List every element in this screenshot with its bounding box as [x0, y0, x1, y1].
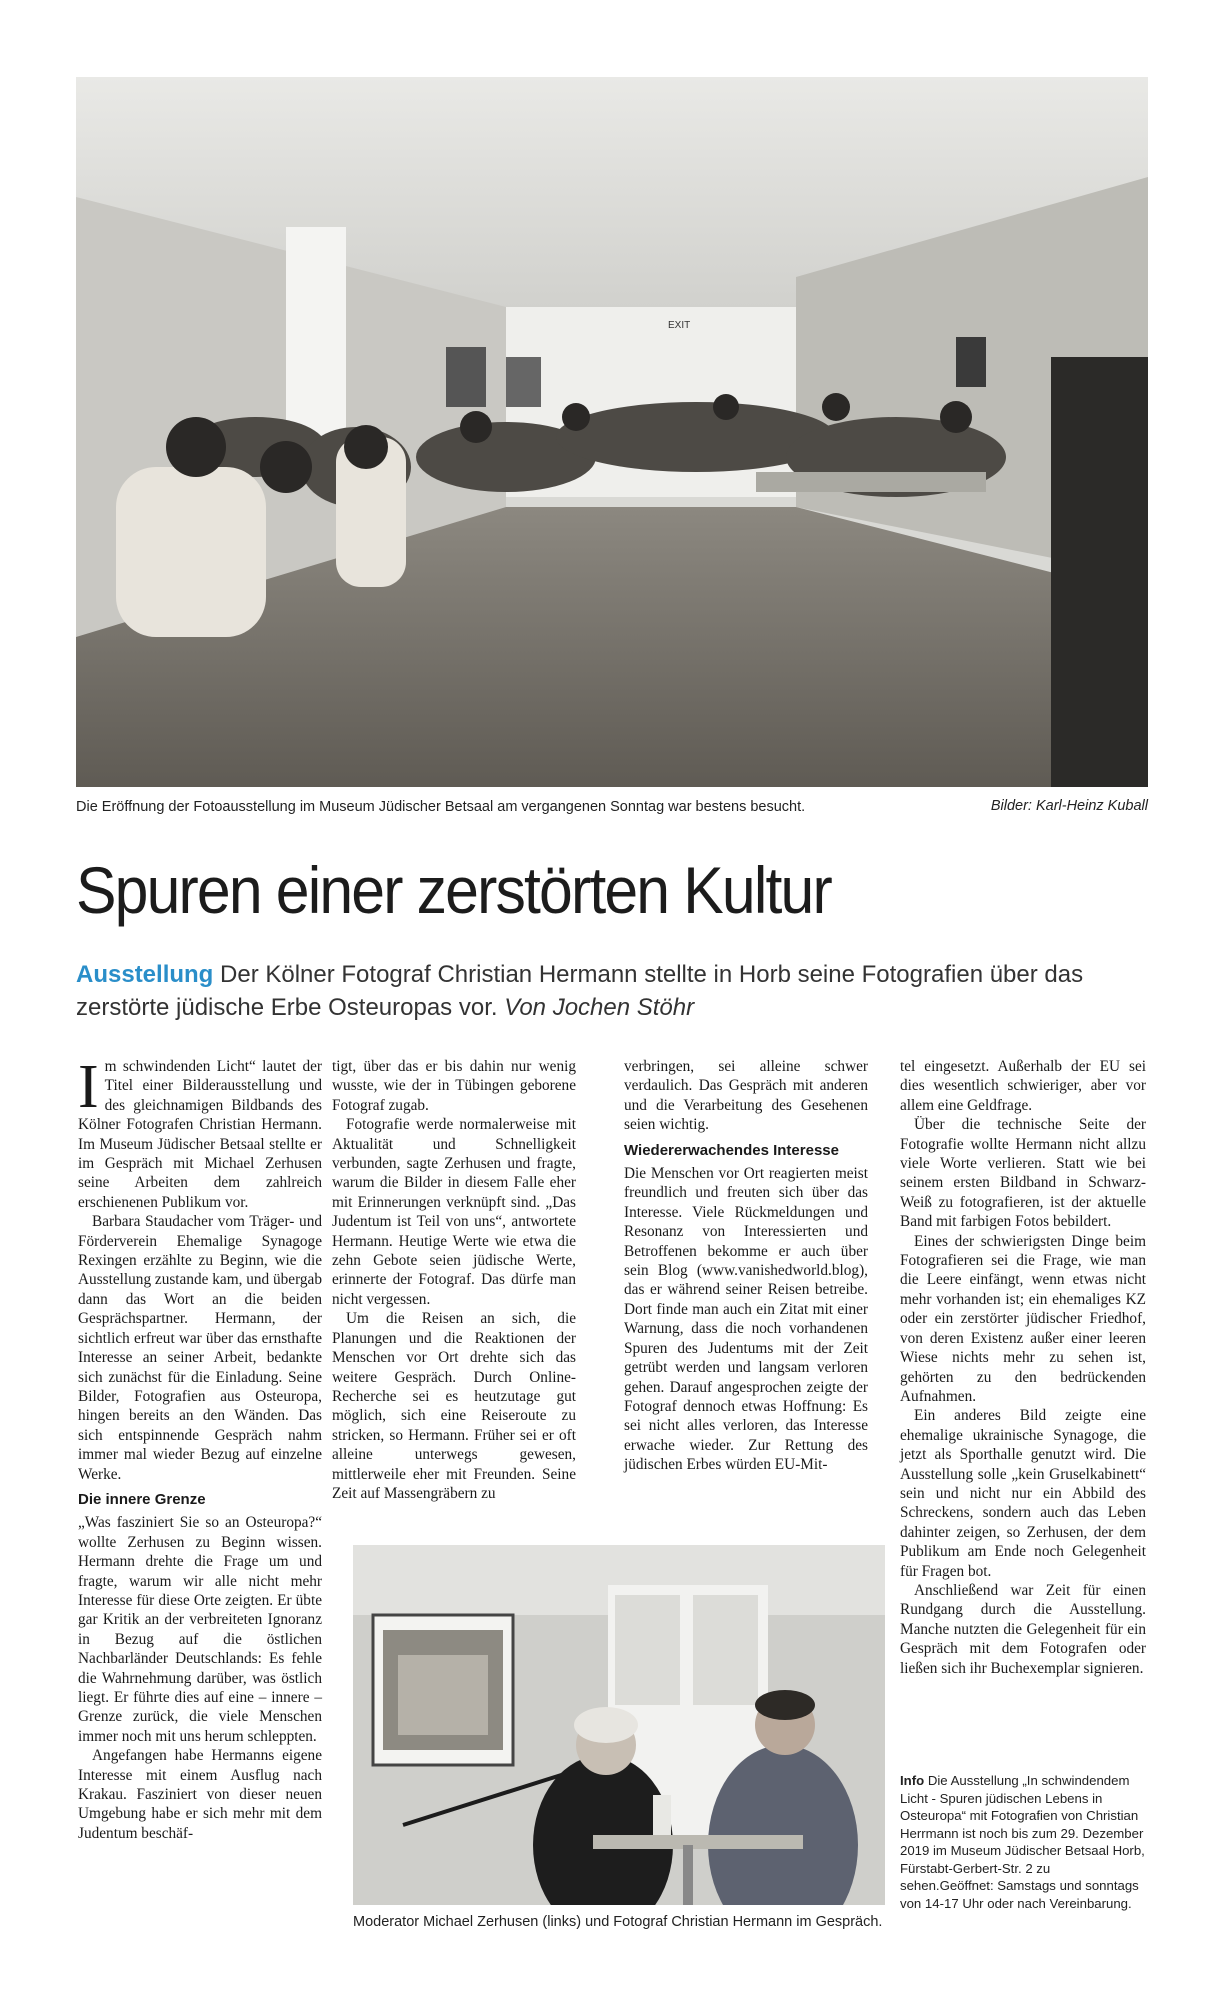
paragraph: m schwindenden Licht“ lautet der Titel einer Bilderausstellung und des gleichnamigen Bildbands des Kölner Fotografen Christian Hermann. Im Museum Jüdischer Betsaal stellte er im Gespräch mit Michael Zerhusen seine Arbeiten dem zahlreich erschienenen Publikum vor. — [78, 1058, 322, 1211]
bottom-photo-caption: Moderator Michael Zerhusen (links) und Fotograf Christian Hermann im Gespräch. — [353, 1914, 883, 1930]
exhibition-audience-photo — [76, 77, 1148, 787]
deck-author: Von Jochen Stöhr — [504, 994, 695, 1021]
paragraph: Um die Reisen an sich, die Planungen und die Reaktionen der Menschen vor Ort drehte sich das weitere Gespräch. Durch Online-Recherche sei es heutzutage gut möglich, sich eine Reiseroute zu stricken, so Hermann. Früher sei er oft alleine unterwegs gewesen, mittlerweile eher mit Freunden. Seine Zeit auf Massengräbern zu — [332, 1310, 576, 1502]
top-photo — [76, 77, 1148, 787]
subheading: Wiedererwachendes Interesse — [624, 1141, 839, 1159]
article-column-3 — [624, 1057, 868, 1475]
subheading: Die innere Grenze — [78, 1490, 206, 1508]
info-text: Die Ausstellung „In schwindendem Licht - Spuren jüdischen Lebens in Osteuropa“ mit Fotografien von Christian Herrmann ist noch bis zum 29. Dezember 2019 im Museum Jüdischer Betsaal Horb, Fürstabt-Gerbert-Str. 2 zu sehen.Geöffnet: Samstags und sonntags von 14-17 Uhr oder nach Vereinbarung. — [900, 1773, 1145, 1911]
bottom-photo — [353, 1545, 885, 1905]
deck-text: Der Kölner Fotograf Christian Hermann stellte in Horb seine Fotografien über das zerstörte jüdische Erbe Osteuropas vor. — [76, 961, 1084, 1021]
speakers-photo — [353, 1545, 885, 1905]
paragraph: „Was fasziniert Sie so an Osteuropa?“ wollte Zerhusen zu Beginn wissen. Hermann drehte die Frage um und fragte, warum wir alle nicht mehr Interesse für diese Orte zeigten. Er übte gar Kritik an der verbreiteten Ignoranz in Bezug auf die östlichen Nachbarländer Deutschlands: Es fehle die Wahrnehmung darüber, was östlich liegt. Er führte dies auf eine – innere – Grenze zurück, die viele Menschen immer noch mit uns herum schleppten. — [78, 1514, 322, 1745]
headline: Spuren einer zerstörten Kultur — [76, 853, 831, 927]
paragraph: Ein anderes Bild zeigte eine ehemalige ukrainische Synagoge, die jetzt als Sporthalle genutzt wird. Die Ausstellung solle „kein Gruselkabinett“ sein und nicht nur ein Abbild des Schreckens, sondern auch das Leben dahinter zeigen, so Zerhusen, der dem Publikum am Ende noch Gelegenheit für Fragen bot. — [900, 1407, 1146, 1580]
exit-sign: EXIT — [668, 320, 691, 331]
article-column-2 — [332, 1057, 576, 1503]
paragraph: Anschließend war Zeit für einen Rundgang durch die Ausstellung. Manche nutzten die Gelegenheit für ein Gespräch mit dem Fotografen oder ließen sich ihr Buchexemplar signieren. — [900, 1581, 1146, 1677]
paragraph: Über die technische Seite der Fotografie wollte Hermann nicht allzu viele Worte verlieren. Statt wie bei seinem ersten Bildband in Schwarz-Weiß zu fotografieren, ist der aktuelle Band mit farbigen Fotos bebildert. — [900, 1116, 1146, 1231]
info-label: Info — [900, 1773, 925, 1788]
article-column-1 — [78, 1053, 322, 1843]
deck-kicker: Ausstellung — [76, 961, 214, 988]
top-photo-caption: Die Eröffnung der Fotoausstellung im Museum Jüdischer Betsaal am vergangenen Sonntag war bestens besucht. — [76, 799, 806, 815]
paragraph: Barbara Staudacher vom Träger- und Förderverein Ehemalige Synagoge Rexingen erzählte zu Beginn, wie die Ausstellung zustande kam, und übergab dann das Wort an die beiden Gesprächspartner. Hermann, der sichtlich erfreut war über das ernsthafte Interesse an seiner Arbeit, bedankte sich zunächst für die Einladung. Seine Bilder, Fotografien aus Osteuropa, hingen bereits an den Wänden. Das sich entspinnende Gespräch nahm immer mal wieder Bezug auf einzelne Werke. — [78, 1213, 322, 1483]
paragraph: tigt, über das er bis dahin nur wenig wusste, wie der in Tübingen geborene Fotograf zugab. — [332, 1058, 576, 1114]
info-box — [900, 1772, 1146, 1912]
paragraph: Die Menschen vor Ort reagierten meist freundlich und freuten sich über das Interesse. Viele Rückmeldungen und Resonanz von Interessierten und Betroffenen bekomme er auch über sein Blog (www.vanishedworld.blog), das er während seiner Reisen betreibe. Dort finde man auch ein Zitat mit einer Warnung, dass die noch vorhandenen Spuren des Judentums mit der Zeit getrübt werden und langsam verloren gehen. Darauf angesprochen zeigte der Fotograf dennoch etwas Hoffnung: Es sei nicht alles verloren, das Interesse erwache wieder. Zur Rettung des jüdischen Erbes würden EU-Mit- — [624, 1165, 868, 1474]
paragraph: Eines der schwierigsten Dinge beim Fotografieren sei die Frage, wie man die Leere einfängt, wenn etwas nicht mehr vorhanden ist; ein ehemaliges KZ oder ein zerstörter jüdischer Friedhof, von deren Existenz außer einer leeren Wiese nichts mehr zu sehen ist, gehörten zu den bedrückenden Aufnahmen. — [900, 1232, 1146, 1405]
paragraph: verbringen, sei alleine schwer verdaulich. Das Gespräch mit anderen und die Verarbeitung des Gesehenen seien wichtig. — [624, 1058, 868, 1134]
dropcap: I — [78, 1053, 99, 1121]
paragraph: tel eingesetzt. Außerhalb der EU sei dies wesentlich schwieriger, aber vor allem eine Geldfrage. — [900, 1058, 1146, 1114]
photo-credit: Bilder: Karl-Heinz Kuball — [990, 798, 1148, 814]
paragraph: Angefangen habe Hermanns eigene Interesse mit einem Ausflug nach Krakau. Fasziniert von dieser neuen Umgebung habe er sich mehr mit dem Judentum beschäf- — [78, 1747, 322, 1842]
deck — [76, 958, 1156, 1024]
article-column-4 — [900, 1057, 1146, 1678]
paragraph: Fotografie werde normalerweise mit Aktualität und Schnelligkeit verbunden, sagte Zerhusen und fragte, warum die Bilder in diesem Falle eher mit Erinnerungen verknüpft sind. „Das Judentum ist Teil von uns“, antwortete Hermann. Heutige Werte wie etwa die zehn Gebote seien jüdische Werte, erinnerte der Fotograf. Das dürfe man nicht vergessen. — [332, 1116, 576, 1308]
